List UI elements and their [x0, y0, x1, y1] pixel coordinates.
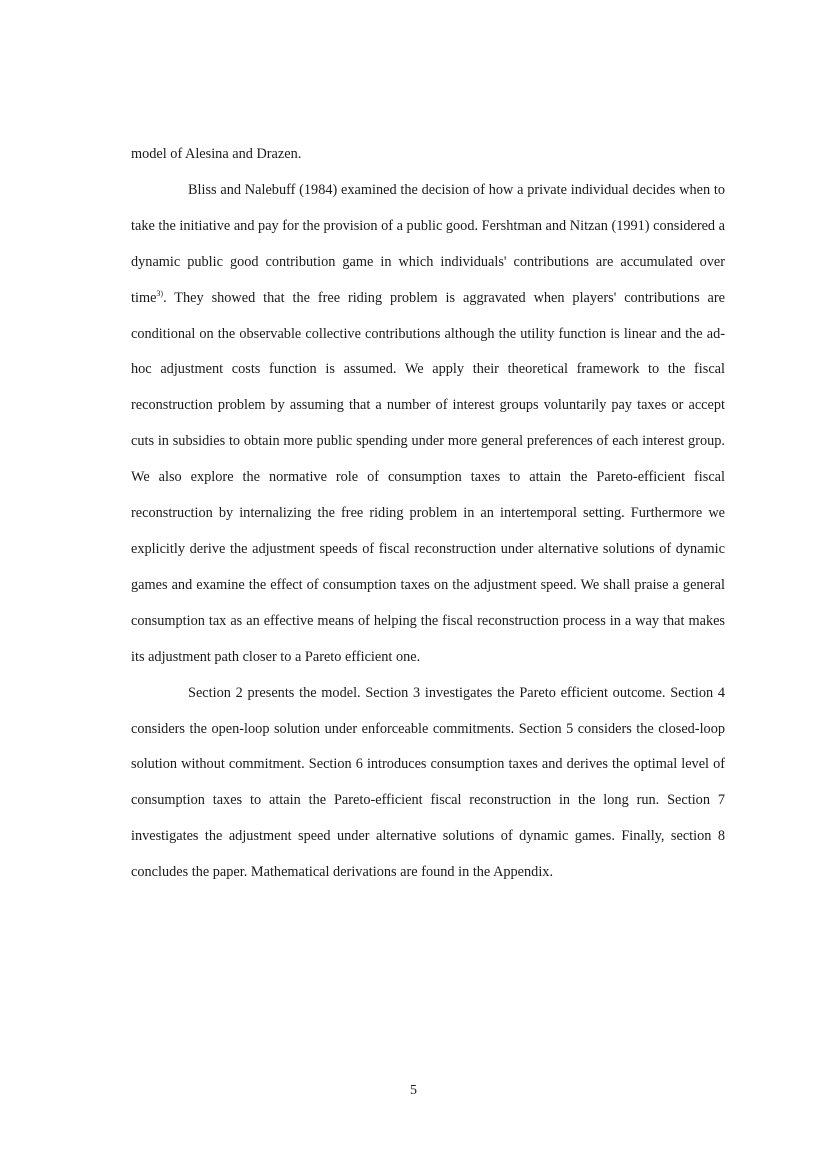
paragraph-text-continued: . They showed that the free riding problem is aggravated when players' contributions are conditional on the observable collective contributions although the utility function is linear and the ad-hoc adjustment costs function is assumed. We apply their theoretical framework to the fiscal reconstruction problem by assuming that a number of interest groups voluntarily pay taxes or accept cuts in subsidies to obtain more public spending under more general preferences of each interest group. We also explore the normative role of consumption taxes to attain the Pareto-efficient fiscal reconstruction by internalizing the free riding problem in an intertemporal setting. Furthermore we explicitly derive the adjustment speeds of fiscal reconstruction under alternative solutions of dynamic games and examine the effect of consumption taxes on the adjustment speed. We shall praise a general consumption tax as an effective means of helping the fiscal reconstruction process in a way that makes its adjustment path closer to a Pareto efficient one.: [131, 289, 725, 665]
body-text: [131, 137, 725, 891]
paragraph-text: Section 2 presents the model. Section 3 investigates the Pareto efficient outcome. Section 4 considers the open-loop solution under enforceable commitments. Section 5 considers the closed-loop solution without commitment. Section 6 introduces consumption taxes and derives the optimal level of consumption taxes to attain the Pareto-efficient fiscal reconstruction in the long run. Section 7 investigates the adjustment speed under alternative solutions of dynamic games. Finally, section 8 concludes the paper. Mathematical derivations are found in the Appendix.: [131, 684, 725, 881]
paragraph-literature-review: [131, 173, 725, 676]
paragraph-text: Bliss and Nalebuff (1984) examined the decision of how a private individual decides when to take the initiative and pay for the provision of a public good. Fershtman and Nitzan (1991) considered a dynamic public good contribution game in which individuals' contributions are accumulated over time: [131, 181, 725, 306]
paragraph-text: model of Alesina and Drazen.: [131, 146, 302, 162]
paragraph-paper-outline: [131, 676, 725, 891]
paragraph-continuation: [131, 137, 725, 173]
footnote-marker: 3): [156, 288, 164, 298]
page-number: 5: [410, 1083, 417, 1098]
